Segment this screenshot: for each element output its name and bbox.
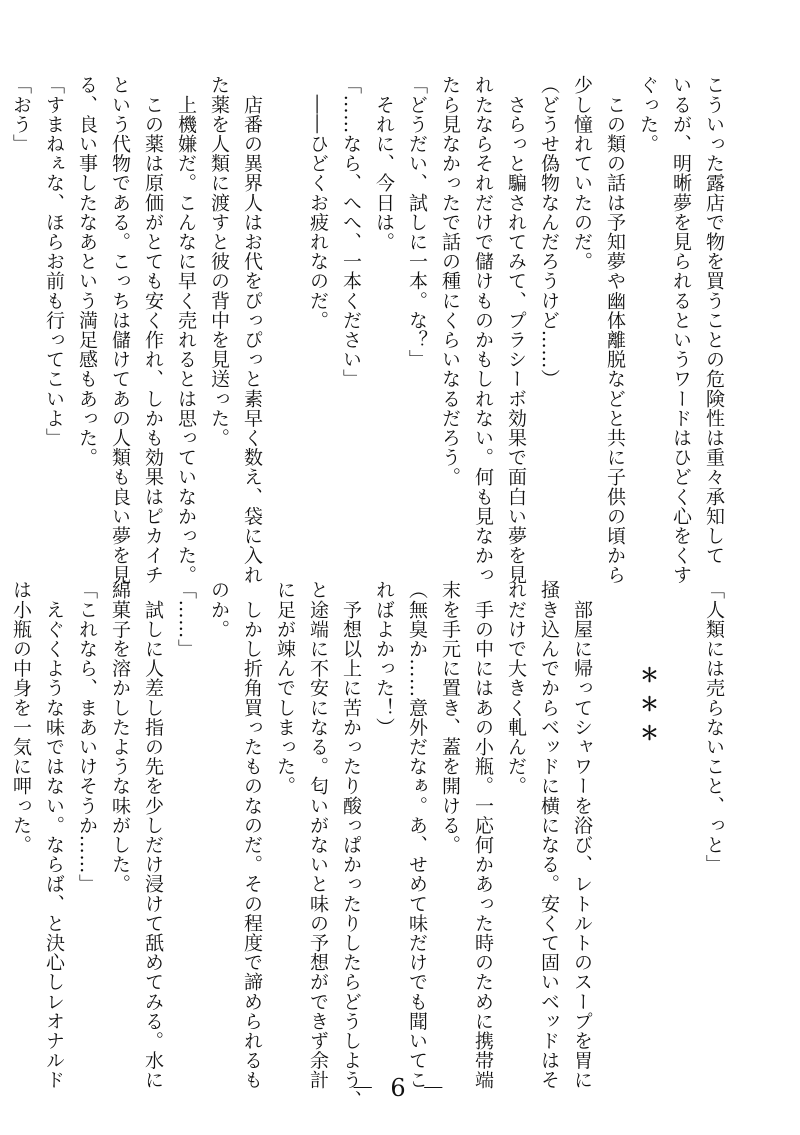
text-column — [268, 75, 301, 545]
text-column: 少し憧れていたのだ。 — [571, 75, 593, 271]
text-column: れたならそれだけで儲けものかもしれない。何も見なかっ — [472, 75, 494, 585]
text-column: 「これなら、まあいけそうか……」 — [76, 580, 98, 894]
bottom-text-block — [10, 580, 730, 1110]
text-column: に足が竦んでしまった。 — [274, 580, 296, 796]
text-column: それに、今日は。 — [373, 75, 395, 252]
text-column: という代物である。こっちは儲けてあの人類も良い夢を見 — [109, 75, 131, 585]
text-column: 「……」 — [175, 580, 197, 659]
text-column: ＊＊＊ — [637, 665, 659, 752]
text-column: （どうせ偽物なんだろうけど……） — [538, 75, 560, 389]
top-text-block — [10, 75, 730, 585]
text-column: いるが、明晰夢を見られるというワードはひどく心をくす — [670, 75, 692, 585]
text-column — [0, 580, 4, 1060]
text-column: 「おう」 — [10, 75, 32, 154]
text-column: えぐくような味ではない。ならば、と決心しレオナルド — [43, 580, 65, 1090]
text-column — [0, 75, 4, 545]
text-column: たら見なかったで話の種にくらいなるだろう。 — [439, 75, 461, 487]
text-column: 予想以上に苦かったり酸っぱかったりしたらどうしよう、 — [340, 580, 362, 1110]
text-column: 「人類には売らないこと、っと」 — [703, 580, 725, 874]
text-column: ――ひどくお疲れなのだ。 — [307, 75, 329, 330]
text-column: 「どうだい、試しに一本。な？」 — [406, 75, 428, 369]
text-column — [598, 580, 631, 1060]
text-column — [664, 580, 697, 1060]
text-column: た薬を人類に渡すと彼の背中を見送った。 — [208, 75, 230, 448]
text-column: ればよかった！） — [373, 580, 395, 737]
text-column: 試しに人差し指の先を少しだけ浸けて舐めてみる。水に — [142, 580, 164, 1090]
text-column: こういった露店で物を買うことの危険性は重々承知して — [703, 75, 725, 565]
text-column: 店番の異界人はお代をぴっぴっと素早く数え、袋に入れ — [241, 75, 263, 585]
text-column: 末を手元に置き、蓋を開ける。 — [439, 580, 461, 855]
text-column: （無臭か……意外だなぁ。あ、せめて味だけでも聞いてこ — [406, 580, 428, 1090]
page-number: － 6 － — [350, 1074, 450, 1102]
text-column: さらっと騙されてみて、プラシーボ効果で面白い夢を見 — [505, 75, 527, 585]
text-column: ぐった。 — [637, 75, 659, 154]
text-column: と途端に不安になる。匂いがないと味の予想ができず余計 — [307, 580, 329, 1090]
text-column: この類の話は予知夢や幽体離脱などと共に子供の頃から — [604, 75, 626, 585]
text-column: しかし折角買ったものなのだ。その程度で諦められるも — [241, 580, 263, 1090]
text-column: 部屋に帰ってシャワーを浴び、レトルトのスープを胃に — [571, 580, 593, 1090]
text-column: る、良い事したなあという満足感もあった。 — [76, 75, 98, 467]
text-column: 「……なら、へへ、一本ください」 — [340, 75, 362, 389]
text-column: 掻き込んでからベッドに横になる。安くて固いベッドはそ — [538, 580, 560, 1090]
text-column: 上機嫌だ。こんなに早く売れるとは思っていなかった。 — [175, 75, 197, 585]
text-column: 「すまねぇな、ほらお前も行ってこいよ」 — [43, 75, 65, 448]
text-column: れだけで大きく軋んだ。 — [505, 580, 527, 796]
text-column: は小瓶の中身を一気に呷った。 — [10, 580, 32, 855]
text-column: この薬は原価がとても安く作れ、しかも効果はピカイチ — [142, 75, 164, 585]
text-column: 手の中にはあの小瓶。一応何かあった時のために携帯端 — [472, 580, 494, 1090]
text-column: 綿菓子を溶かしたような味がした。 — [109, 580, 131, 894]
text-column: のか。 — [208, 580, 230, 639]
